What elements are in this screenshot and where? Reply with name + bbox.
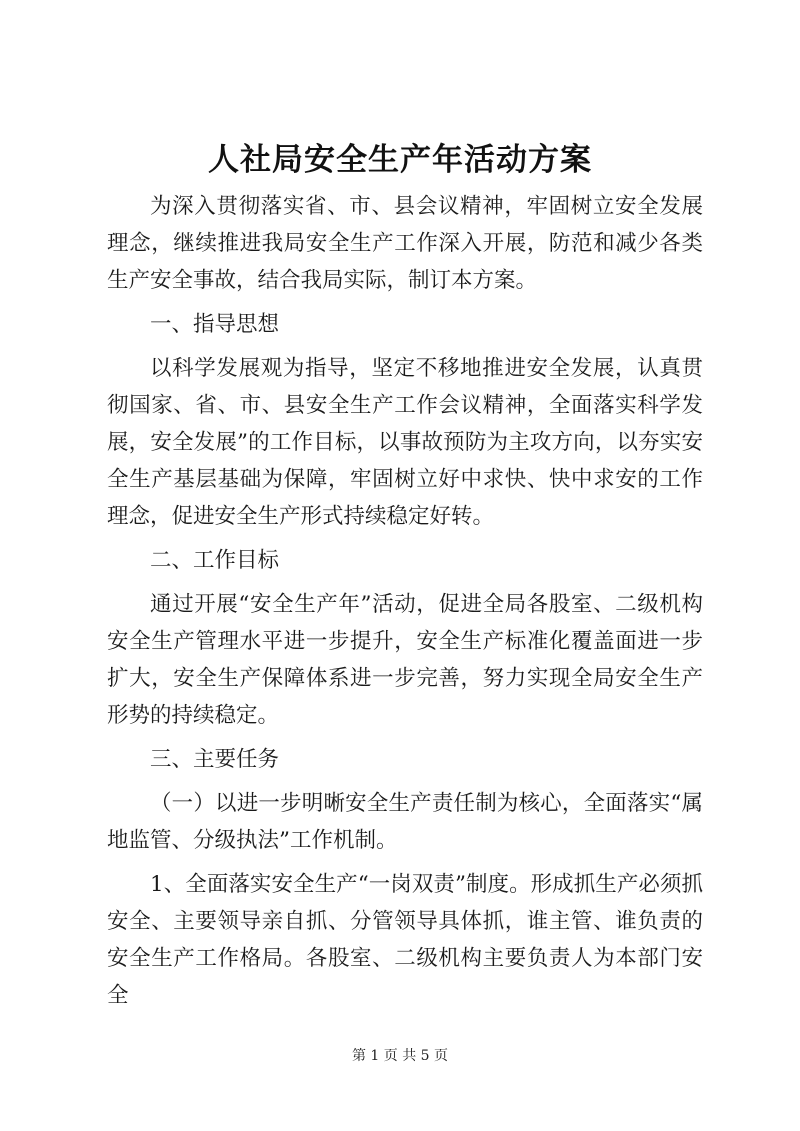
guiding-thought-paragraph: 以科学发展观为指导，坚定不移地推进安全发展，认真贯彻国家、省、市、县安全生产工作会议精神，全面落实科学发展，安全发展”的工作目标，以事故预防为主攻方向，以夯实安全生产基层基础为保障，牢固树立好中求快、快中求安的工作理念，促进安全生产形式持续稳定好转。 [107, 356, 703, 529]
main-task-subheading-1: （一）以进一步明晰安全生产责任制为核心，全面落实“属地监管、分级执法”工作机制。 [107, 791, 703, 853]
main-task-item-1: 1、全面落实安全生产“一岗双责”制度。形成抓生产必须抓安全、主要领导亲自抓、分管领导具体抓，谁主管、谁负责的安全生产工作格局。各股室、二级机构主要负责人为本部门安全 [107, 872, 703, 1008]
section-heading-guiding-thought: 一、指导思想 [150, 312, 280, 337]
document-title: 人社局安全生产年活动方案 [208, 142, 592, 178]
intro-paragraph: 为深入贯彻落实省、市、县会议精神，牢固树立安全发展理念，继续推进我局安全生产工作深入开展，防范和减少各类生产安全事故，结合我局实际，制订本方案。 [107, 194, 703, 293]
section-heading-work-goals: 二、工作目标 [150, 548, 280, 573]
section-heading-main-tasks: 三、主要任务 [150, 747, 280, 772]
work-goals-paragraph: 通过开展“安全生产年”活动，促进全局各股室、二级机构安全生产管理水平进一步提升，安全生产标准化覆盖面进一步扩大，安全生产保障体系进一步完善，努力实现全局安全生产形势的持续稳定。 [107, 592, 703, 728]
page-number-footer: 第 1 页 共 5 页 [351, 1048, 449, 1064]
document-body [107, 188, 703, 1021]
